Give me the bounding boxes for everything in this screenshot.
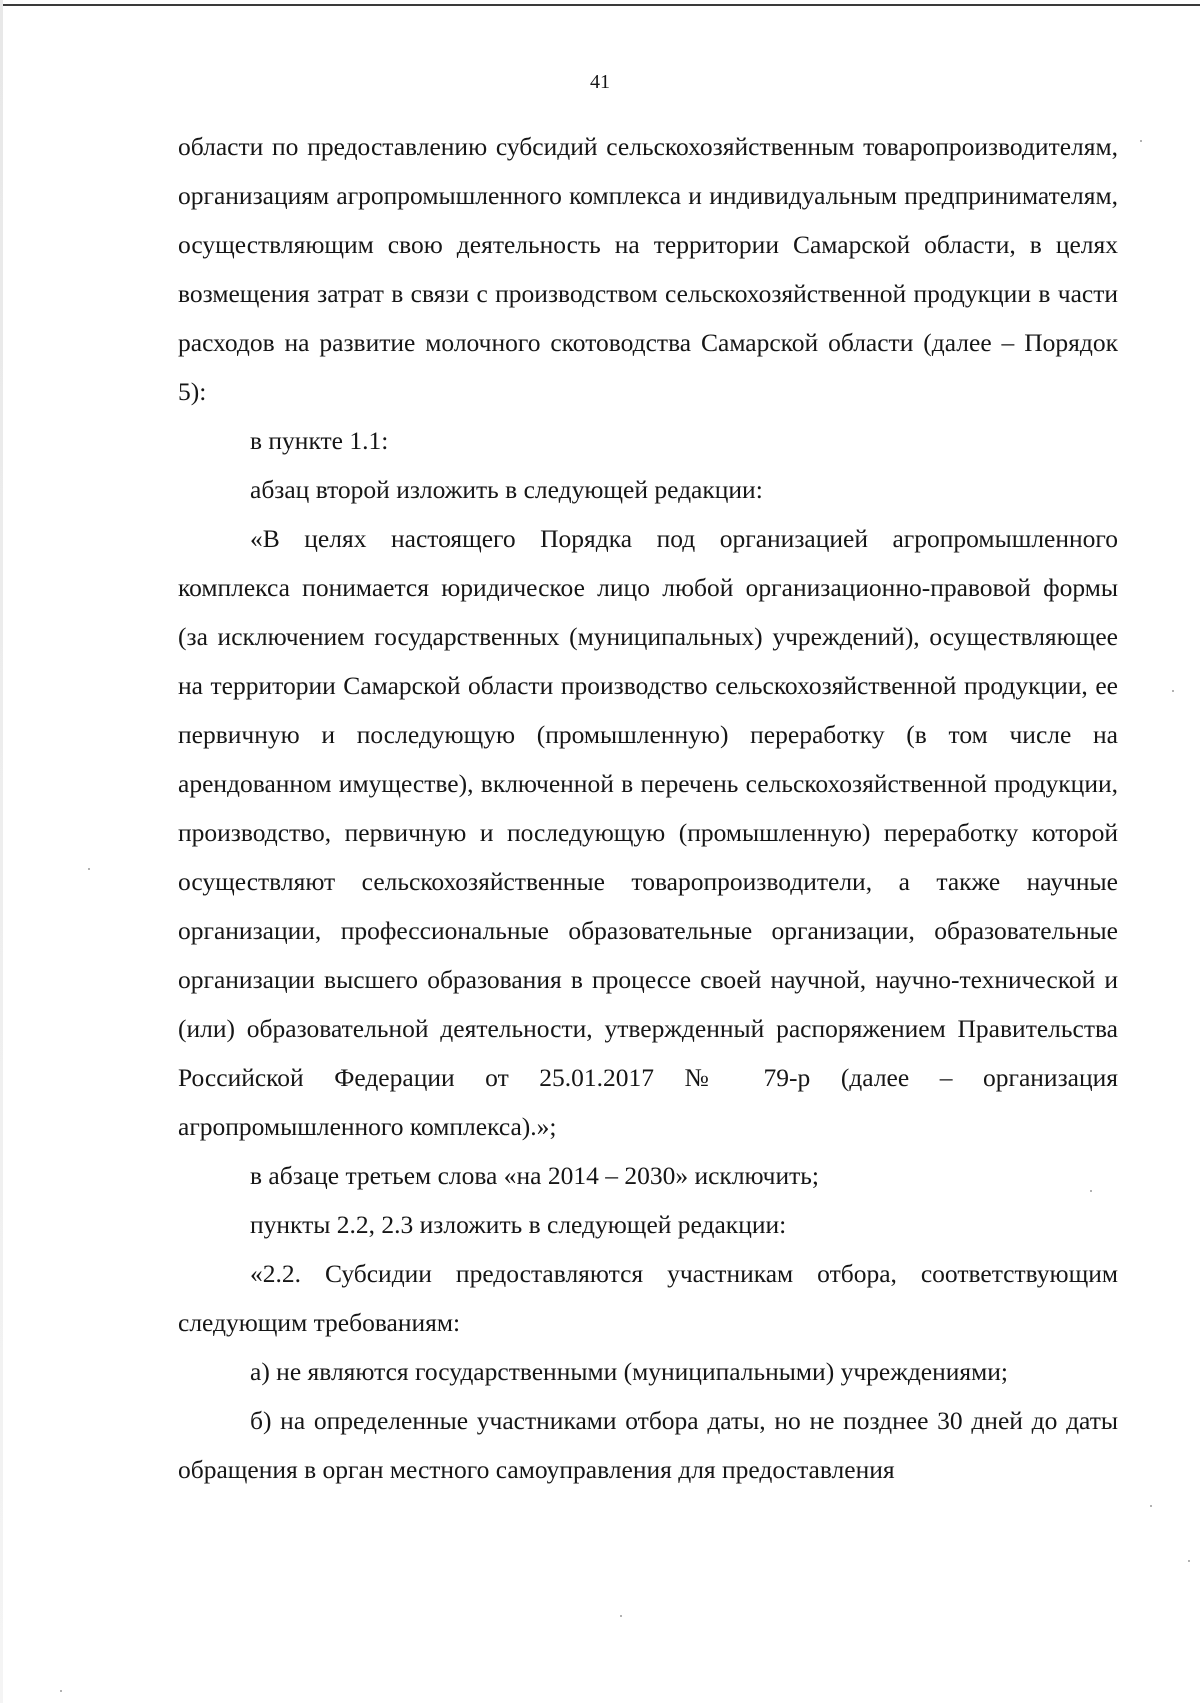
scan-left-edge [0, 0, 3, 1703]
scan-speck [60, 1690, 62, 1692]
scan-speck [1188, 1560, 1190, 1562]
paragraph: пункты 2.2, 2.3 изложить в следующей редакции: [250, 1210, 787, 1239]
paragraph: б) на определенные участниками отбора даты, но не позднее 30 дней до даты обращения в орган местного самоуправления для предоставления [178, 1406, 1118, 1484]
paragraph: в абзаце третьем слова «на 2014 – 2030» исключить; [250, 1161, 819, 1190]
scan-top-edge [0, 4, 1200, 6]
scan-speck [1140, 140, 1142, 142]
paragraph: абзац второй изложить в следующей редакции: [250, 475, 763, 504]
paragraph: «2.2. Субсидии предоставляются участникам отбора, соответствующим следующим требованиям: [178, 1259, 1118, 1337]
scan-speck [1172, 690, 1174, 692]
scan-speck [1090, 1190, 1092, 1192]
page-number: 41 [590, 71, 610, 93]
scan-speck [88, 868, 90, 870]
paragraph: в пункте 1.1: [250, 426, 389, 455]
scan-speck [1150, 1505, 1152, 1507]
paragraph: «В целях настоящего Порядка под организацией агропромышленного комплекса понимается юридическое лицо любой организационно-правовой формы (за исключением государственных (муниципальных) учреждений), осуществляющее на территории Самарской области производство сельскохозяйственной продукции, ее первичную и последующую (промышленную) переработку (в том числе на арендованном имуществе), включенной в перечень сельскохозяйственной продукции, производство, первичную и последующую (промышленную) переработку которой осуществляют сельскохозяйственные товаропроизводители, а также научные организации, профессиональные образовательные организации, образовательные организации высшего образования в процессе своей научной, научно-технической и (или) образовательной деятельности, утвержденный распоряжением Правительства Российской Федерации от 25.01.2017 № 79-р (далее – организация агропромышленного комплекса).»; [178, 524, 1118, 1141]
paragraph: а) не являются государственными (муниципальными) учреждениями; [250, 1357, 1009, 1386]
document-body [178, 122, 1118, 1494]
scan-speck [620, 1615, 622, 1617]
paragraph-continuation: области по предоставлению субсидий сельскохозяйственным товаропроизводителям, организациям агропромышленного комплекса и индивидуальным предпринимателям, осуществляющим свою деятельность на территории Самарской области, в целях возмещения затрат в связи с производством сельскохозяйственной продукции в части расходов на развитие молочного скотоводства Самарской области (далее – Порядок 5): [178, 132, 1118, 406]
